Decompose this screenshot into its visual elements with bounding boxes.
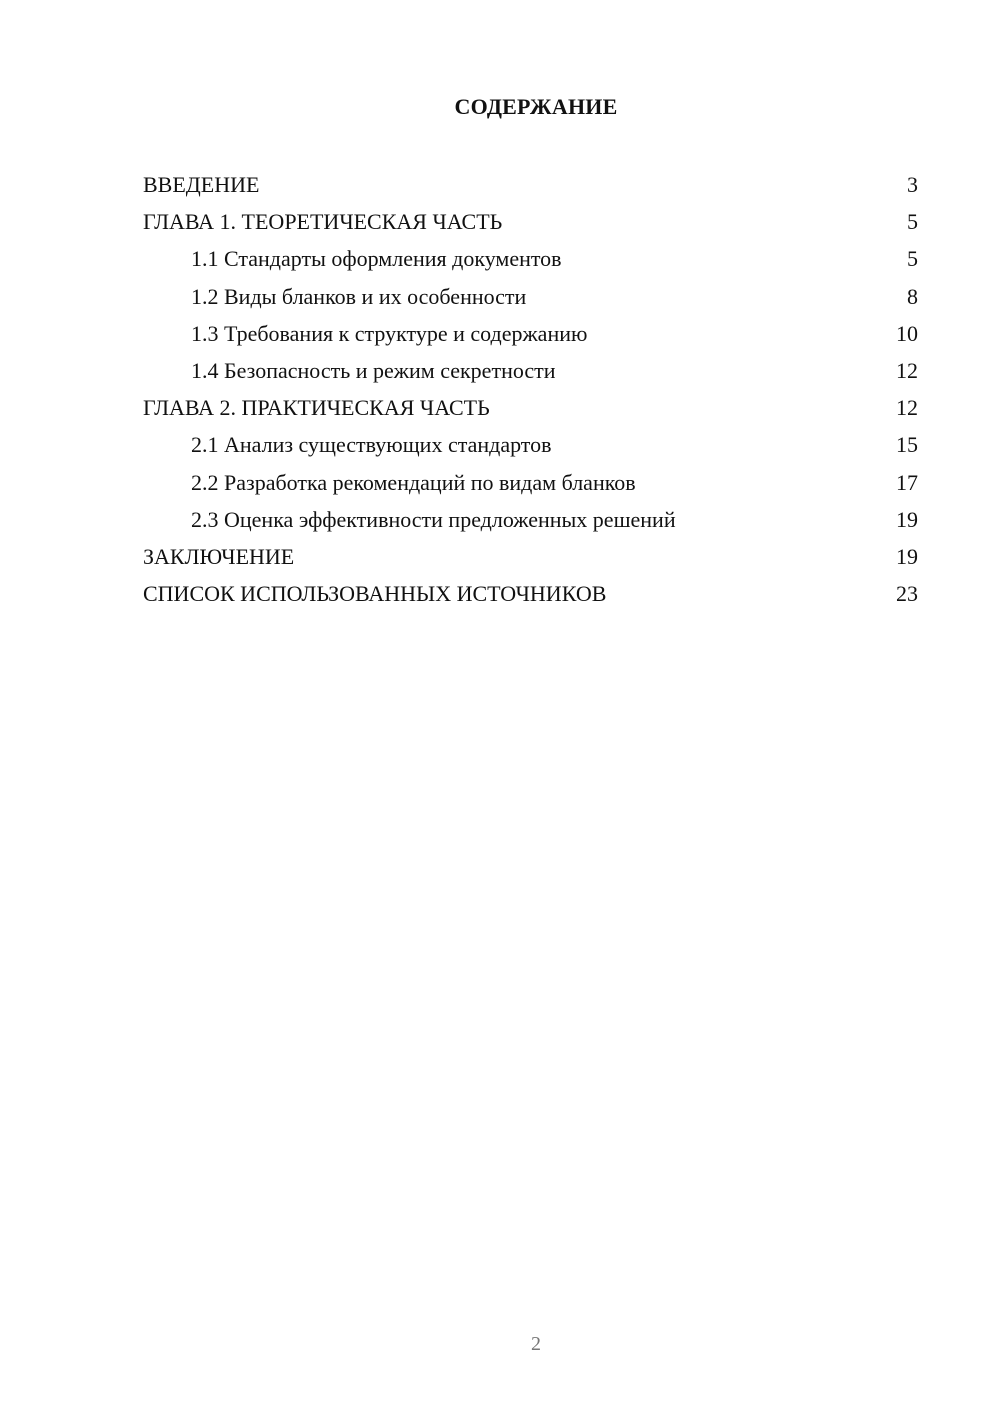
toc-entry-references	[143, 575, 918, 612]
toc-entry-label: ГЛАВА 2. ПРАКТИЧЕСКАЯ ЧАСТЬ	[143, 395, 490, 421]
toc-entry-page: 5	[907, 246, 918, 272]
toc-entry-1-1	[143, 240, 918, 277]
toc-entry-label: СПИСОК ИСПОЛЬЗОВАННЫХ ИСТОЧНИКОВ	[143, 581, 607, 607]
toc-entry-chapter-1	[143, 203, 918, 240]
toc-entry-conclusion	[143, 538, 918, 575]
toc-entry-2-1	[143, 426, 918, 463]
toc-entry-label: 1.1 Стандарты оформления документов	[191, 246, 562, 272]
toc-entry-label: 2.3 Оценка эффективности предложенных решений	[191, 506, 676, 532]
toc-entry-label: 1.2 Виды бланков и их особенности	[191, 283, 527, 309]
toc-entry-page: 19	[896, 506, 918, 532]
toc-entry-label: ВВЕДЕНИЕ	[143, 172, 260, 197]
toc-entry-page: 5	[907, 209, 918, 235]
toc-entry-page: 10	[896, 320, 918, 346]
toc-entry-1-3	[143, 315, 918, 352]
toc-entry-page: 12	[896, 395, 918, 421]
toc-entry-label: 1.4 Безопасность и режим секретности	[191, 357, 556, 383]
toc-entry-introduction	[143, 166, 918, 203]
toc-entry-page: 19	[896, 543, 918, 569]
toc-entry-page: 15	[896, 432, 918, 458]
toc-entry-label: 2.2 Разработка рекомендаций по видам бланков	[191, 469, 636, 495]
toc-entry-2-2	[143, 464, 918, 501]
toc-entry-2-3	[143, 501, 918, 538]
toc-entry-page: 8	[907, 283, 918, 309]
toc-entry-chapter-2	[143, 389, 918, 426]
toc-title: СОДЕРЖАНИЕ	[454, 94, 618, 119]
toc-entry-label: ЗАКЛЮЧЕНИЕ	[143, 543, 295, 569]
toc-entry-page: 23	[896, 581, 918, 607]
toc-entry-label: 2.1 Анализ существующих стандартов	[191, 432, 552, 458]
toc-entry-1-4	[143, 352, 918, 389]
toc-entry-page: 3	[907, 172, 918, 197]
toc-entry-label: ГЛАВА 1. ТЕОРЕТИЧЕСКАЯ ЧАСТЬ	[143, 209, 503, 235]
table-of-contents	[143, 166, 918, 612]
page-number: 2	[531, 1333, 541, 1355]
toc-entry-1-2	[143, 278, 918, 315]
toc-entry-page: 12	[896, 357, 918, 383]
toc-entry-page: 17	[896, 469, 918, 495]
toc-entry-label: 1.3 Требования к структуре и содержанию	[191, 320, 588, 346]
